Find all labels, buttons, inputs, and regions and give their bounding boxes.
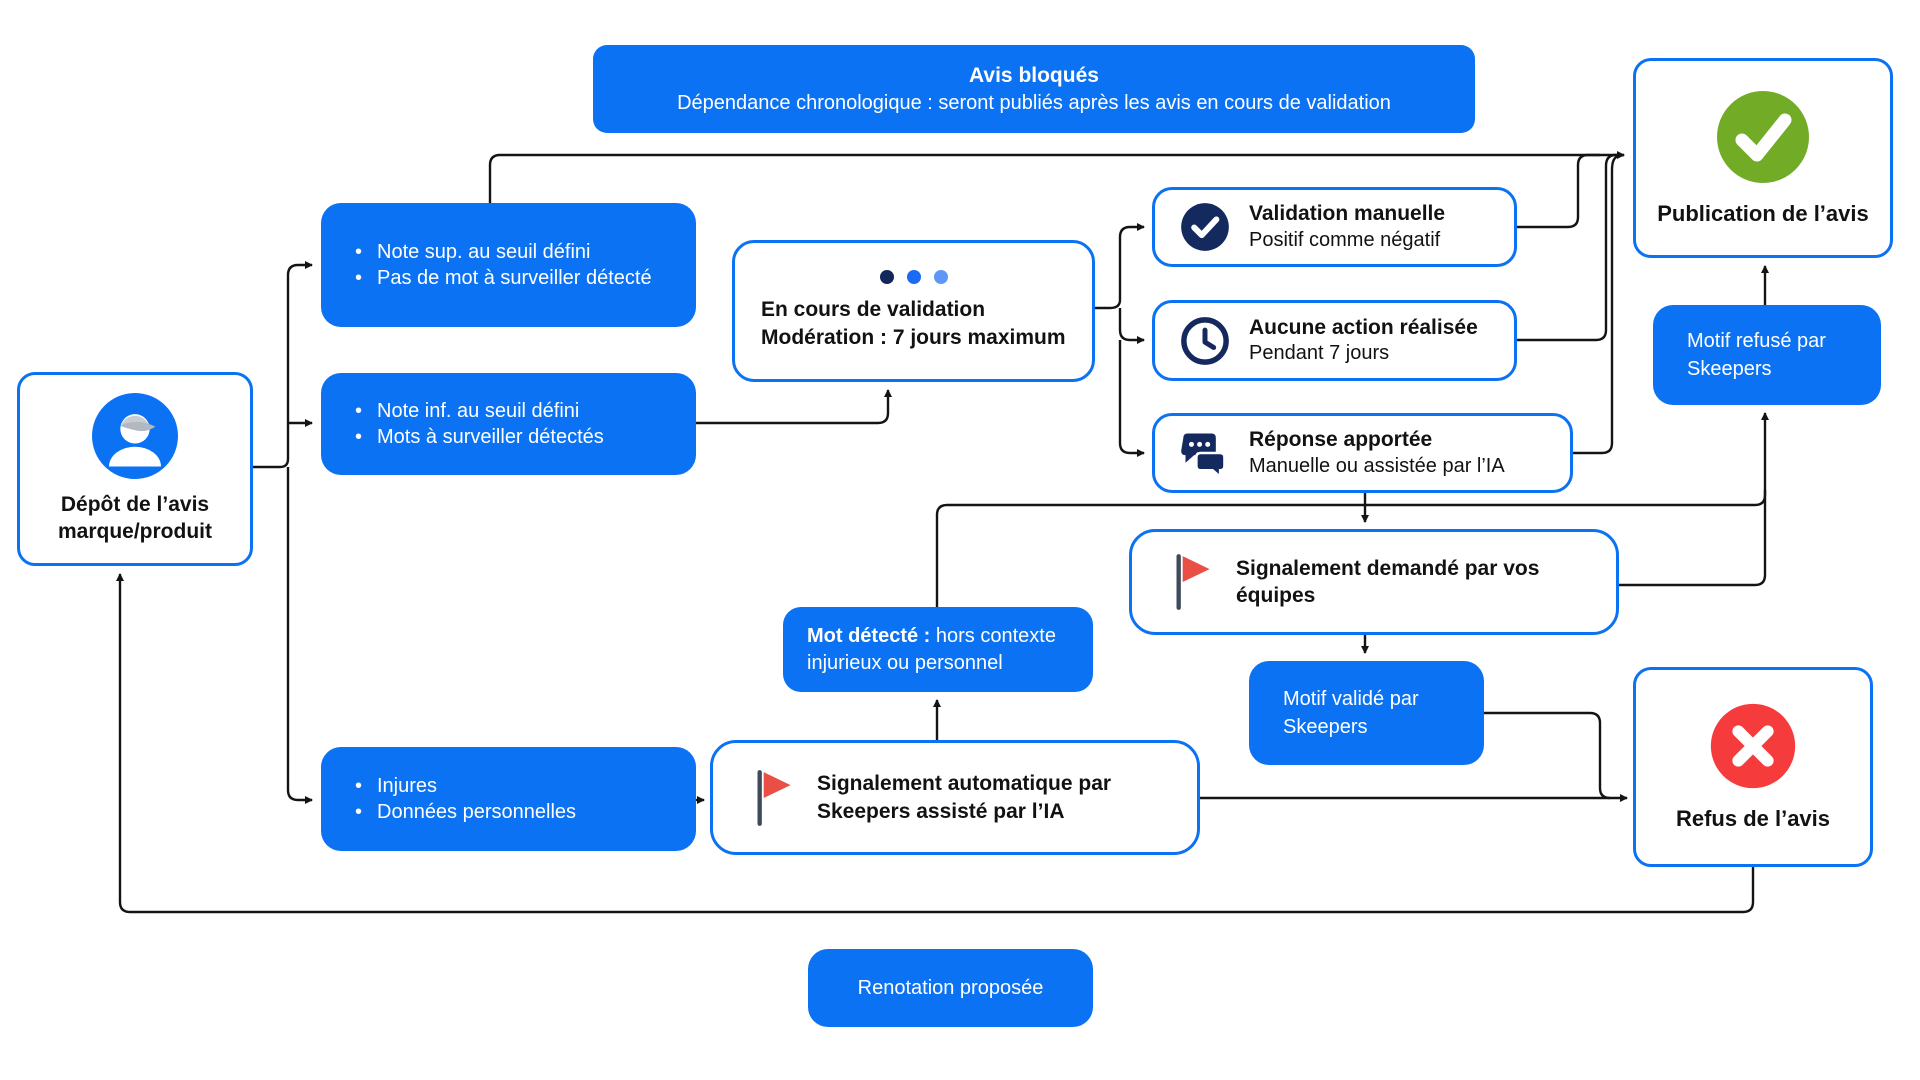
en-cours-title: En cours de validation <box>761 297 986 321</box>
banner-avis-bloques <box>593 45 1475 133</box>
red-flag-icon <box>1170 551 1214 613</box>
node-signalement-demande <box>1129 529 1619 635</box>
publication-label: Publication de l’avis <box>1657 201 1869 226</box>
node-validation-manuelle <box>1152 187 1517 267</box>
en-cours-subtitle: Modération : 7 jours maximum <box>761 326 1066 349</box>
node-note-inf <box>321 373 696 475</box>
node-renotation-proposee: Renotation proposée <box>808 949 1093 1027</box>
node-depot-label: Dépôt de l’avis marque/produit <box>57 492 212 543</box>
aucune-subtitle: Pendant 7 jours <box>1249 342 1390 365</box>
node-publication-avis <box>1633 58 1893 258</box>
bullet-item: • Note inf. au seuil défini <box>355 399 580 422</box>
user-avatar-cap-icon <box>92 393 178 479</box>
reponse-subtitle: Manuelle ou assistée par l’IA <box>1249 454 1505 477</box>
node-mot-detecte: Mot détecté : hors contexte injurieux ou personnel <box>783 607 1093 692</box>
red-flag-icon <box>751 767 795 829</box>
bullet-item: • Mots à surveiller détectés <box>355 426 604 448</box>
node-signalement-automatique <box>710 740 1200 855</box>
signalement-demande-label: Signalement demandé par vos équipes <box>1236 556 1540 607</box>
bullet-item: • Pas de mot à surveiller détecté <box>355 267 652 289</box>
check-circle-icon <box>1179 201 1231 253</box>
validation-subtitle: Positif comme négatif <box>1249 228 1441 251</box>
node-note-sup <box>321 203 696 327</box>
refus-label: Refus de l’avis <box>1675 806 1831 831</box>
bullet-item: • Injures <box>355 774 438 797</box>
node-depot-avis <box>17 372 253 566</box>
node-injures <box>321 747 696 851</box>
node-en-cours-validation <box>732 240 1095 382</box>
bullet-item: • Note sup. au seuil défini <box>355 240 591 263</box>
success-check-icon <box>1715 89 1811 185</box>
node-motif-valide: Motif validé par Skeepers <box>1249 661 1484 765</box>
progress-dots-icon <box>880 270 948 284</box>
node-aucune-action <box>1152 300 1517 381</box>
validation-title: Validation manuelle <box>1249 202 1446 226</box>
banner-title: Avis bloqués <box>969 63 1099 87</box>
chat-bubbles-icon <box>1179 427 1231 479</box>
bullet-item: • Données personnelles <box>355 801 577 823</box>
clock-icon <box>1179 315 1231 367</box>
node-motif-refuse: Motif refusé par Skeepers <box>1653 305 1881 405</box>
node-refus-avis <box>1633 667 1873 867</box>
signalement-automatique-label: Signalement automatique par Skeepers assisté par l’IA <box>817 772 1112 823</box>
error-cross-icon <box>1709 702 1797 790</box>
node-reponse-apportee <box>1152 413 1573 493</box>
banner-subtitle: Dépendance chronologique : seront publiés après les avis en cours de validation <box>677 91 1391 114</box>
aucune-title: Aucune action réalisée <box>1249 315 1478 339</box>
reponse-title: Réponse apportée <box>1249 428 1433 452</box>
